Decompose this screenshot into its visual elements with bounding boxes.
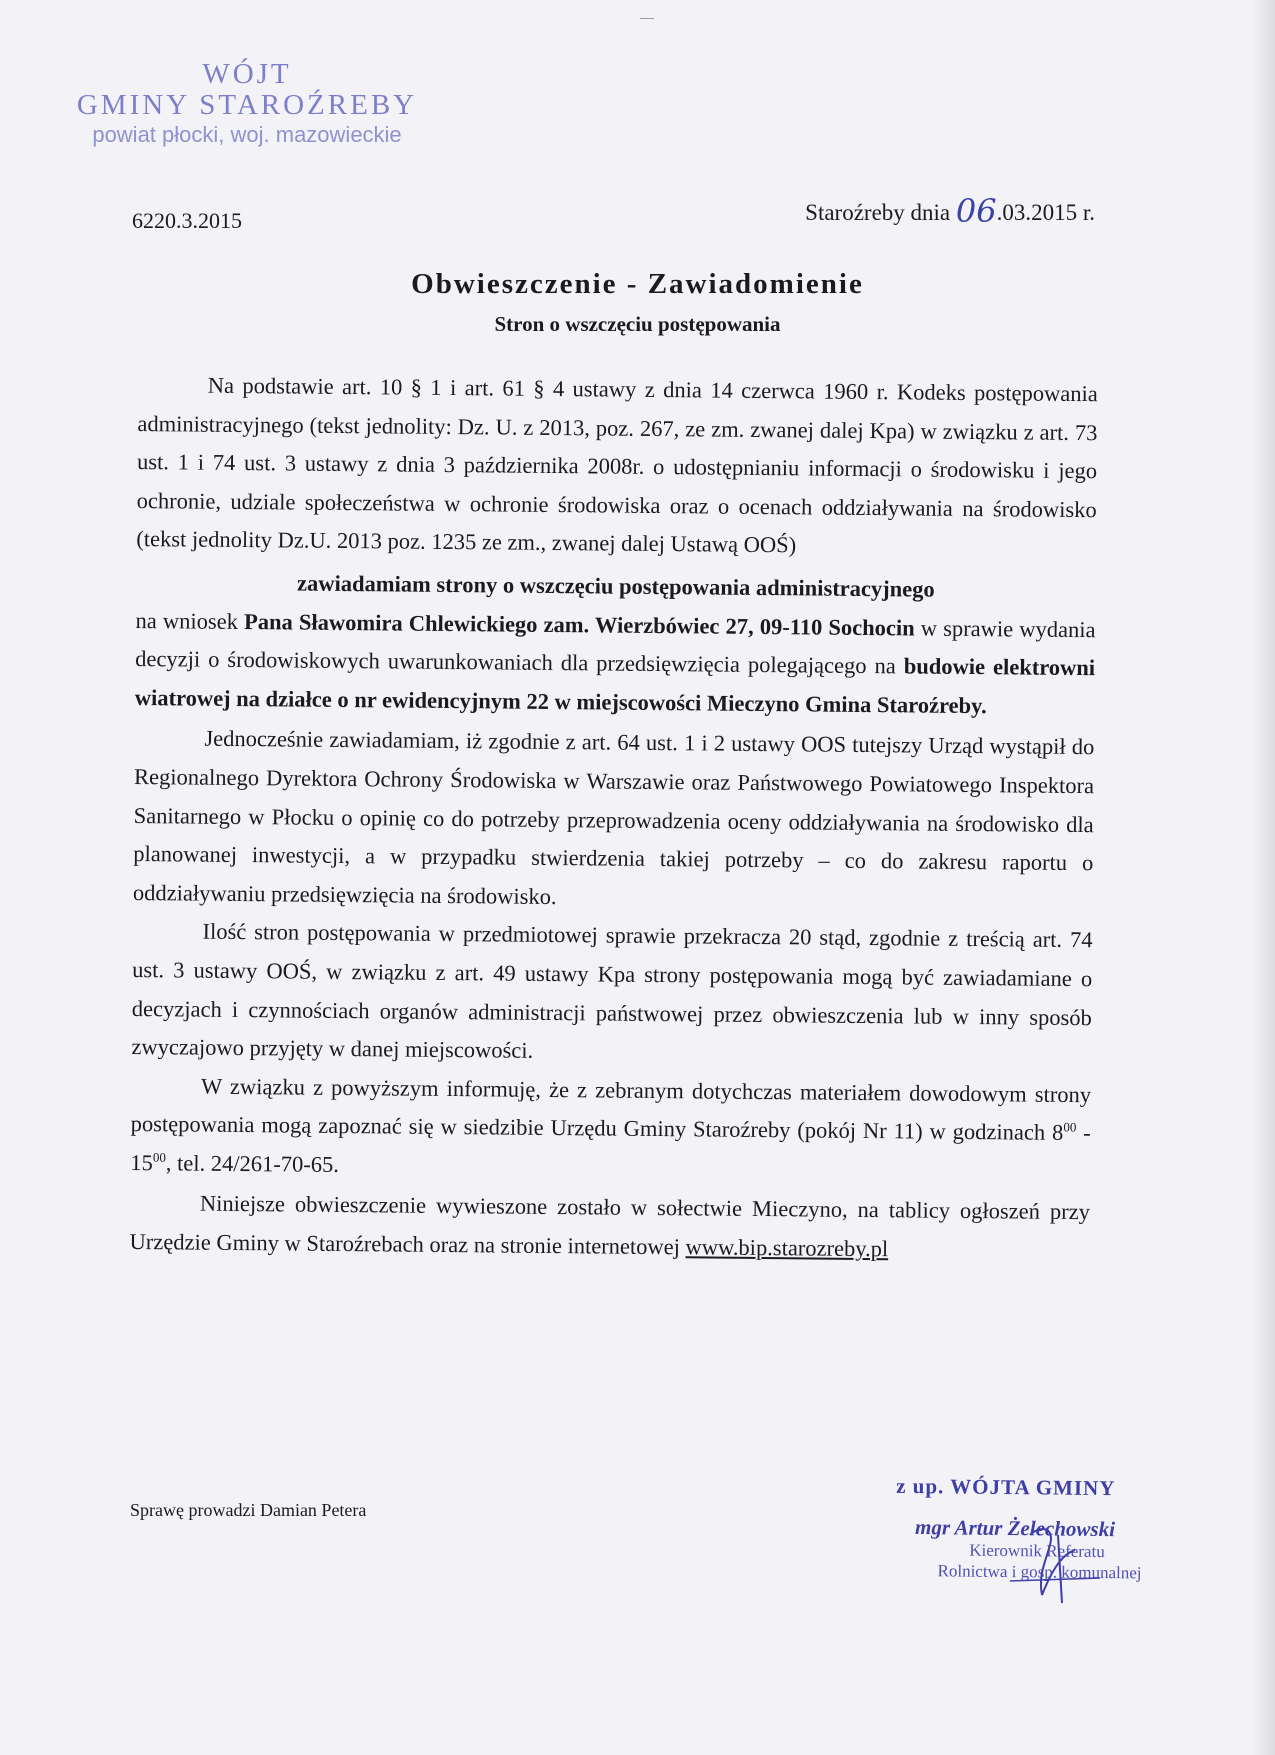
office-stamp [72,60,422,146]
paragraph-request [135,602,1096,727]
handwritten-signature-icon [1000,1515,1110,1605]
place-date-suffix: .03.2015 r. [996,200,1095,225]
paragraph-publication [129,1184,1090,1270]
place-date [805,190,1095,228]
signature-stamp-line-4: Rolnictwa i gosp. komunalnej [937,1561,1142,1583]
notice-statement: zawiadamiam strony o wszczęciu postępowania administracyjnego [296,570,935,602]
applicant: Pana Sławomira Chlewickiego zam. Wierzbówiec 27, 09-110 Sochocin [243,608,915,641]
scan-mark [640,18,654,19]
hour-end-sup: 00 [152,1149,166,1165]
paragraph-legal-basis: Na podstawie art. 10 § 1 i art. 61 § 4 ustawy z dnia 14 czerwca 1960 r. Kodeks postępowania administracyjnego (tekst jednolity: Dz. U. z 2013, poz. 267, ze zm. zwanej dalej Kpa) w związku z art. 73 ust. 1 i 74 ust. 3 ustawy z dnia 3 października 2008r. o udostępnianiu informacji o środowisku i jego ochronie, udziale społeczeństwa w ochronie środowiska oraz o ocenach oddziaływania na środowisko (tekst jednolity Dz.U. 2013 poz. 1235 ze zm., zwanej dalej Ustawą OOŚ) [136,372,1098,558]
case-handler: Sprawę prowadzi Damian Petera [130,1500,367,1520]
signature-stamp-line-1: z up. WÓJTA GMINY [896,1473,1116,1501]
phone-text: , tel. 24/261-70-65. [165,1150,340,1177]
paragraph-opinion-request: Jednocześnie zawiadamiam, iż zgodnie z art. 64 ust. 1 i 2 ustawy OOS tutejszy Urząd wystąpił do Regionalnego Dyrektora Ochrony Środowiska w Warszawie oraz Państwowego Powiatowego Inspektora Sanitarnego w Płocku o opinię co do potrzeby przeprowadzenia oceny oddziaływania na środowisko dla planowanej inwestycji, a w przypadku stwierdzenia takiej potrzeby – co do zakresu raportu o oddziaływaniu przedsięwzięcia na środowisko. [132,725,1095,909]
handwritten-day: 06 [955,192,997,230]
document-body [129,366,1098,1271]
office-hours-text: W związku z powyższym informuję, że z zebranym dotychczas materiałem dowodowym strony postępowania mogą zapoznać się w siedzibie Urzędu Gminy Staroźreby (pokój Nr 11) w godzinach 8 [130,1073,1092,1146]
paragraph-parties: Ilość stron postępowania w przedmiotowej sprawie przekracza 20 stąd, zgodnie z treścią art. 74 ust. 3 ustawy OOŚ, w związku z art. 49 ustawy Kpa strony postępowania mogą być zawiadamiane o decyzjach i czynnościach organów administracji państwowej przez obwieszczenia lub w inny sposób zwyczajowo przyjęty w danej miejscowości. [131,918,1093,1063]
document-subtitle: Stron o wszczęciu postępowania [494,312,781,336]
bip-link[interactable]: www.bip.starozreby.pl [685,1234,889,1262]
project-description: budowie elektrowni wiatrowej na działce o nr ewidencyjnym 22 w miejscowości Mieczyno Gmina Staroźreby. [134,653,1096,718]
reference-number: 6220.3.2015 [132,208,242,233]
stamp-line-1: WÓJT [202,58,292,90]
place-date-prefix: Staroźreby dnia [805,200,956,225]
stamp-line-2: GMINY STAROŹREBY [76,89,418,121]
publication-text: Niniejsze obwieszczenie wywieszone zostało w sołectwie Mieczyno, na tablicy ogłoszeń przy Urzędzie Gminy w Staroźrebach oraz na stronie internetowej [129,1191,1091,1260]
request-prefix: na wniosek [135,607,245,634]
stamp-line-3: powiat płocki, woj. mazowieckie [92,122,402,147]
hour-mid: - 15 [130,1120,1091,1176]
request-middle: w sprawie wydania decyzji o środowiskowych uwarunkowaniach dla przedsięwzięcia polegającego na [135,615,1096,679]
page-edge-shadow [1253,0,1275,1755]
paragraph-office-hours [130,1067,1091,1192]
document-title: Obwieszczenie - Zawiadomienie [411,268,864,300]
signature-stamp-line-2: mgr Artur Żelechowski [914,1515,1116,1542]
signature-stamp-line-3: Kierownik Referatu [969,1540,1105,1562]
hour-start-sup: 00 [1063,1119,1077,1135]
